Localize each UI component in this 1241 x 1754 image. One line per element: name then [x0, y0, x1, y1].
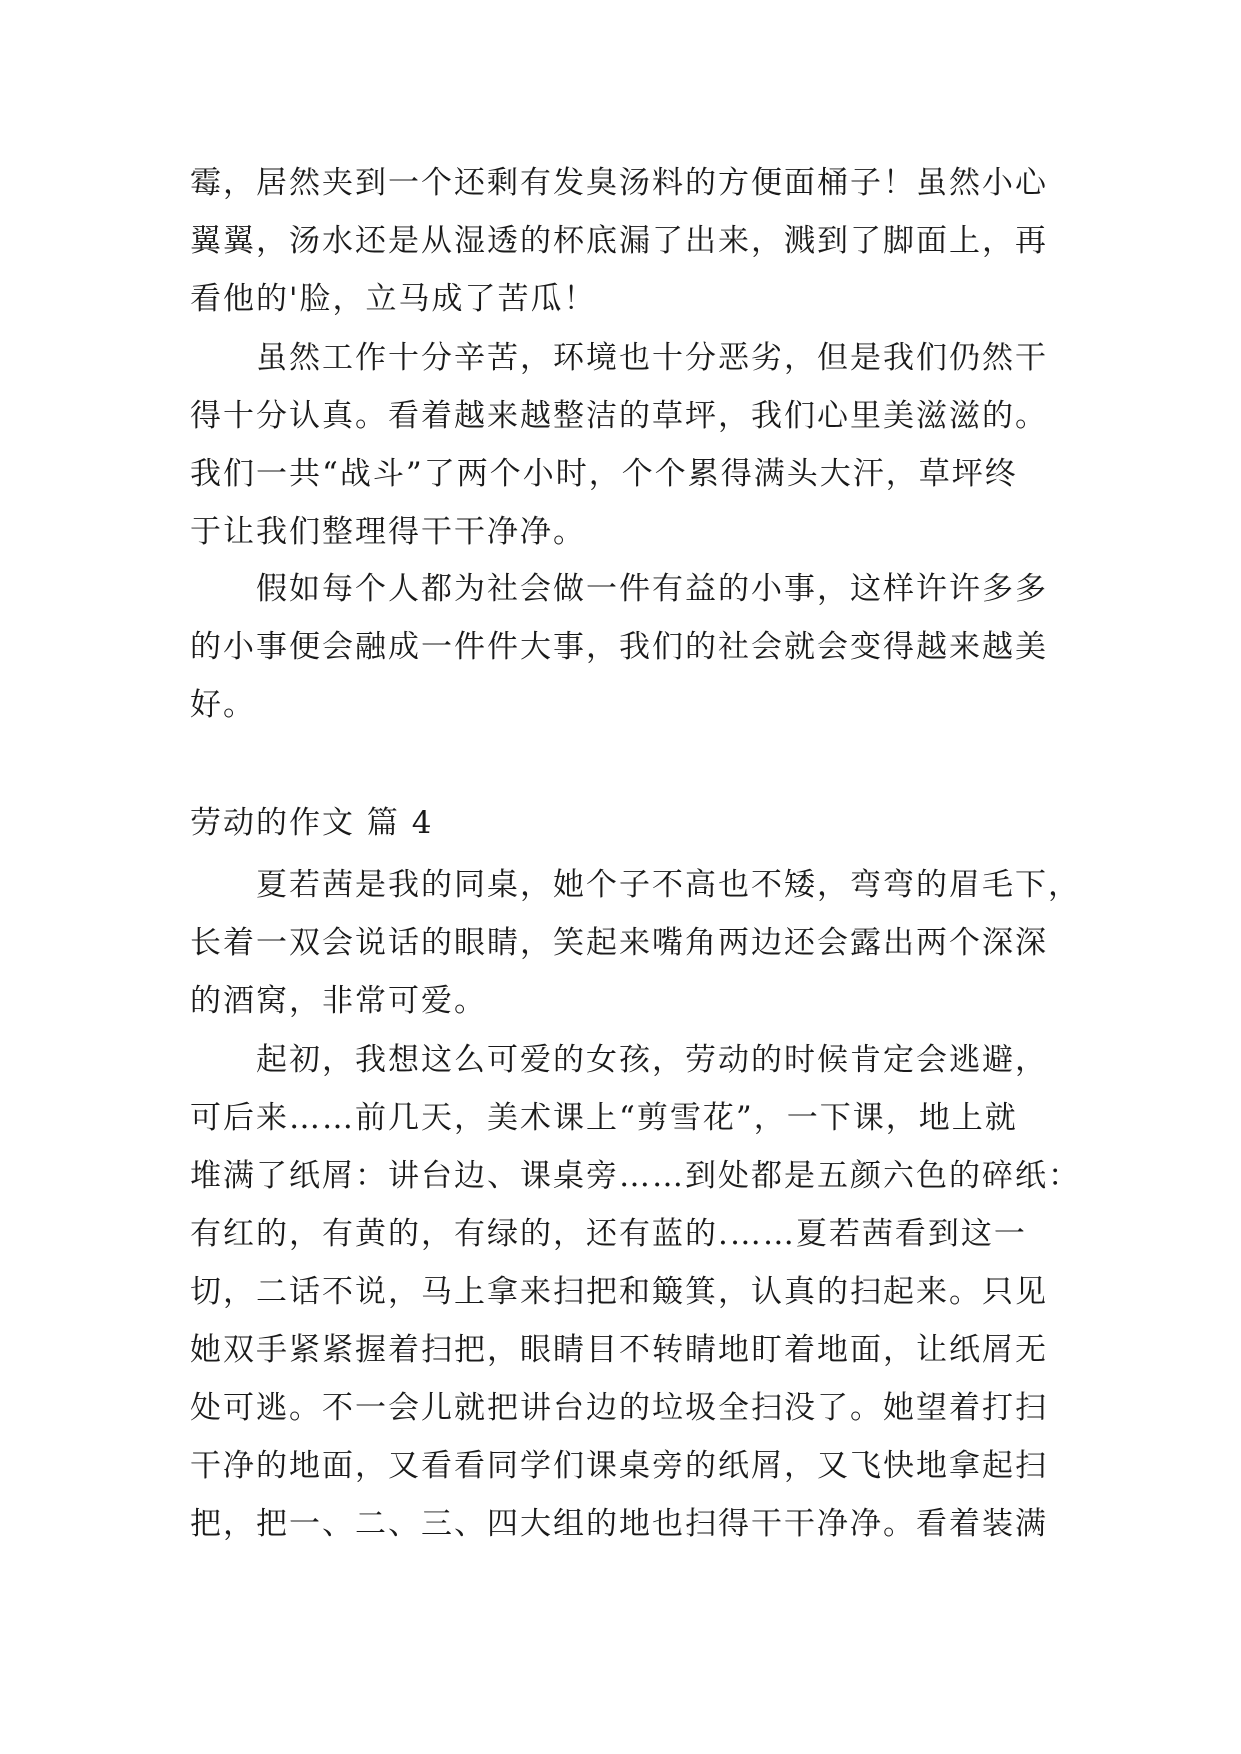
text-line: 夏若茜是我的同桌，她个子不高也不矮，弯弯的眉毛下，: [190, 867, 1081, 903]
text-line: 起初，我想这么可爱的女孩，劳动的时候肯定会逃避，: [190, 1042, 1048, 1078]
paragraph-3: [190, 560, 1060, 734]
text-line: 的酒窝，非常可爱。: [190, 983, 487, 1019]
text-line: 我们一共“战斗”了两个小时，个个累得满头大汗，草坪终: [190, 456, 1018, 492]
paragraph-5: [190, 1031, 1081, 1553]
text-line: 切，二话不说，马上拿来扫把和簸箕，认真的扫起来。只见: [190, 1274, 1048, 1310]
section-heading-block: [190, 794, 1060, 852]
text-line: 有红的，有黄的，有绿的，还有蓝的.……夏若茜看到这一: [190, 1216, 1027, 1252]
text-line: 假如每个人都为社会做一件有益的小事，这样许许多多: [190, 571, 1048, 607]
text-line: 虽然工作十分辛苦，环境也十分恶劣，但是我们仍然干: [190, 340, 1048, 376]
text-line: 好。: [190, 687, 256, 723]
text-line: 的小事便会融成一件件大事，我们的社会就会变得越来越美: [190, 629, 1048, 665]
text-line: 堆满了纸屑：讲台边、课桌旁……到处都是五颜六色的碎纸：: [190, 1158, 1081, 1194]
text-line: 长着一双会说话的眼睛，笑起来嘴角两边还会露出两个深深: [190, 925, 1048, 961]
text-line: 干净的地面，又看看同学们课桌旁的纸屑，又飞快地拿起扫: [190, 1448, 1048, 1484]
text-line: 处可逃。不一会儿就把讲台边的垃圾全扫没了。她望着打扫: [190, 1390, 1048, 1426]
text-line: 得十分认真。看着越来越整洁的草坪，我们心里美滋滋的。: [190, 398, 1048, 434]
section-heading: 劳动的作文 篇 4: [190, 805, 434, 841]
text-line: 翼翼，汤水还是从湿透的杯底漏了出来，溅到了脚面上，再: [190, 223, 1048, 259]
text-line: 可后来……前几天，美术课上“剪雪花”，一下课，地上就: [190, 1100, 1018, 1136]
text-line: 她双手紧紧握着扫把，眼睛目不转睛地盯着地面，让纸屑无: [190, 1332, 1048, 1368]
text-line: 霉，居然夹到一个还剩有发臭汤料的方便面桶子！虽然小心: [190, 165, 1048, 201]
text-line: 把，把一、二、三、四大组的地也扫得干干净净。看着装满: [190, 1506, 1048, 1542]
paragraph-4: [190, 856, 1081, 1030]
text-line: 看他的'脸，立马成了苦瓜！: [190, 281, 597, 317]
paragraph-1: [190, 154, 1060, 328]
paragraph-2: [190, 329, 1060, 561]
text-line: 于让我们整理得干干净净。: [190, 514, 586, 550]
